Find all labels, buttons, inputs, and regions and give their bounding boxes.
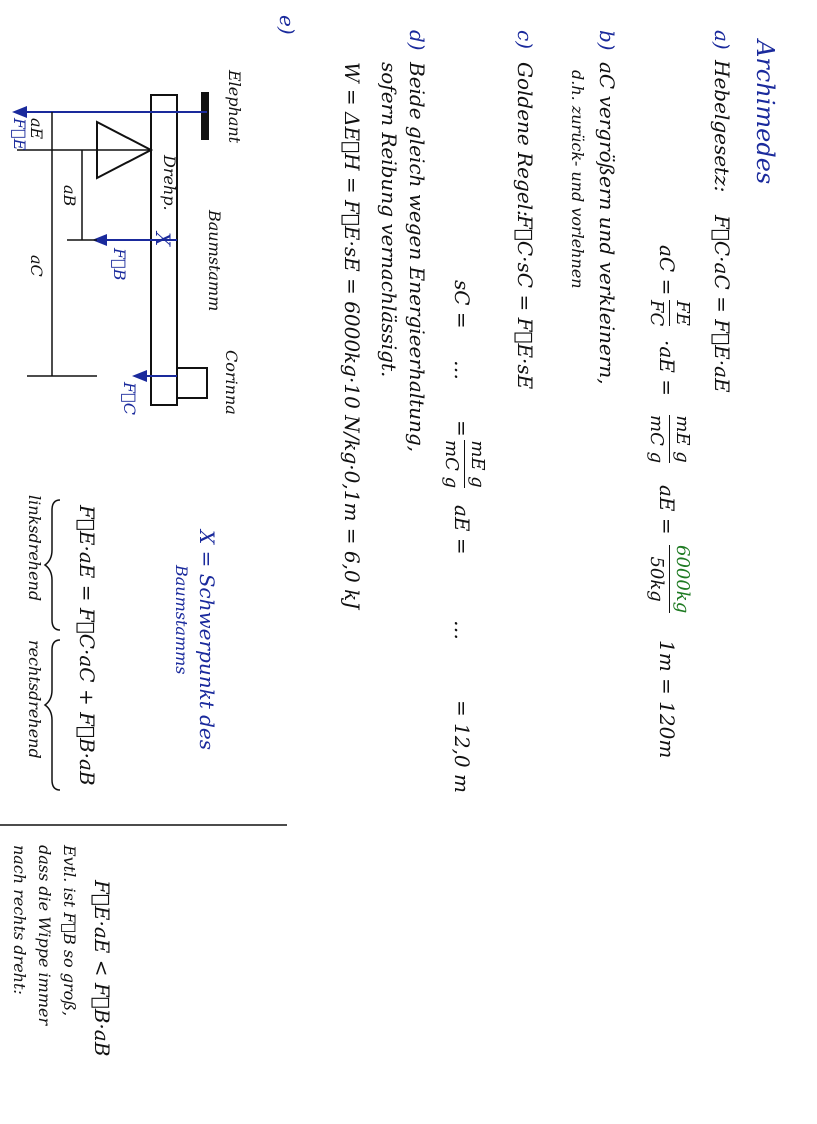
part-c-label: c)	[513, 30, 537, 50]
part-c-eq2-lhs: sC =	[450, 280, 474, 329]
part-d-label: d)	[405, 30, 429, 51]
label-FB: F⃗B	[110, 248, 129, 281]
part-c-eq2-result: = 12,0 m	[450, 700, 474, 793]
part-b-line2: d.h. zurück- und vorlehnen	[568, 70, 587, 289]
fraction-numerator: FE	[672, 300, 693, 326]
part-a-law: Hebelgesetz:	[710, 60, 734, 193]
part-a-label: a)	[710, 30, 734, 50]
part-c-eq2-dots: …	[450, 360, 474, 380]
label-FC: F⃗C	[120, 382, 139, 415]
part-a-eq1: F⃗C·aC = F⃗E·aE	[710, 215, 734, 393]
fraction-denominator: 50kg	[646, 556, 667, 602]
fraction-numerator: 6000kg	[672, 545, 693, 614]
part-c-eq2-eq: =	[450, 420, 474, 437]
note-center-of-mass-line2: Baumstamms	[172, 565, 191, 675]
label-x-center-of-mass: X	[151, 232, 175, 247]
part-c-rule: Goldene Regel:	[513, 62, 537, 217]
note-evtl-line2: dass die Wippe immer	[35, 845, 54, 1026]
page-title: Archimedes	[751, 40, 779, 185]
label-aB: aB	[60, 185, 79, 207]
inequality: F⃗E·aE < F⃗B·aB	[90, 880, 114, 1057]
label-counterclockwise: linksdrehend	[25, 495, 44, 602]
note-evtl-line1: Evtl. ist F⃗B so groß,	[60, 845, 79, 1017]
label-elephant: Elephant	[225, 70, 244, 144]
fraction-denominator: mC g	[646, 415, 667, 464]
brace-right	[45, 640, 60, 790]
fraction-numerator: mE g	[467, 440, 488, 488]
part-d-work-equation: W = ΔE⃗H = F⃗E·sE = 6000kg·10 N/kg·0,1m = 6,0 kJ	[340, 62, 364, 610]
label-clockwise: rechtsdrehend	[25, 640, 44, 759]
part-a-eq2-lhs: aC =	[655, 245, 679, 296]
part-b-label: b)	[595, 30, 619, 51]
label-aE: aE	[27, 118, 46, 140]
fraction-numerator: mE g	[672, 415, 693, 463]
part-e-label: e)	[275, 15, 299, 35]
label-pivot: Drehp.	[160, 155, 179, 211]
part-b-line1: aC vergrößern und verkleinern,	[595, 62, 619, 385]
part-a-eq2-mid: ·aE =	[655, 340, 679, 396]
note-evtl-line3: nach rechts dreht:	[10, 845, 29, 995]
label-aC: aC	[27, 255, 46, 277]
fraction-denominator: FC	[646, 300, 667, 327]
brace-left	[45, 500, 60, 630]
part-c-eq1: F⃗C·sC = F⃗E·sE	[513, 215, 537, 390]
part-c-eq2-dots2: …	[450, 620, 474, 640]
part-d-line1: Beide gleich wegen Energieerhaltung,	[405, 62, 429, 453]
part-a-eq2-mid2: aE =	[655, 485, 679, 535]
label-log: Baumstamm	[205, 210, 224, 312]
label-FE: F⃗E	[10, 118, 29, 151]
label-corinna: Corinna	[222, 350, 241, 415]
fraction-denominator: mC g	[441, 440, 462, 489]
part-c-eq2-mid: aE =	[450, 505, 474, 555]
torque-balance-equation: F⃗E·aE = F⃗C·aC + F⃗B·aB	[75, 505, 99, 786]
part-a-eq2-tail: 1m = 120m	[655, 640, 679, 759]
part-d-line2: sofern Reibung vernachlässigt.	[377, 62, 401, 378]
note-center-of-mass-line1: X = Schwerpunkt des	[195, 530, 219, 750]
